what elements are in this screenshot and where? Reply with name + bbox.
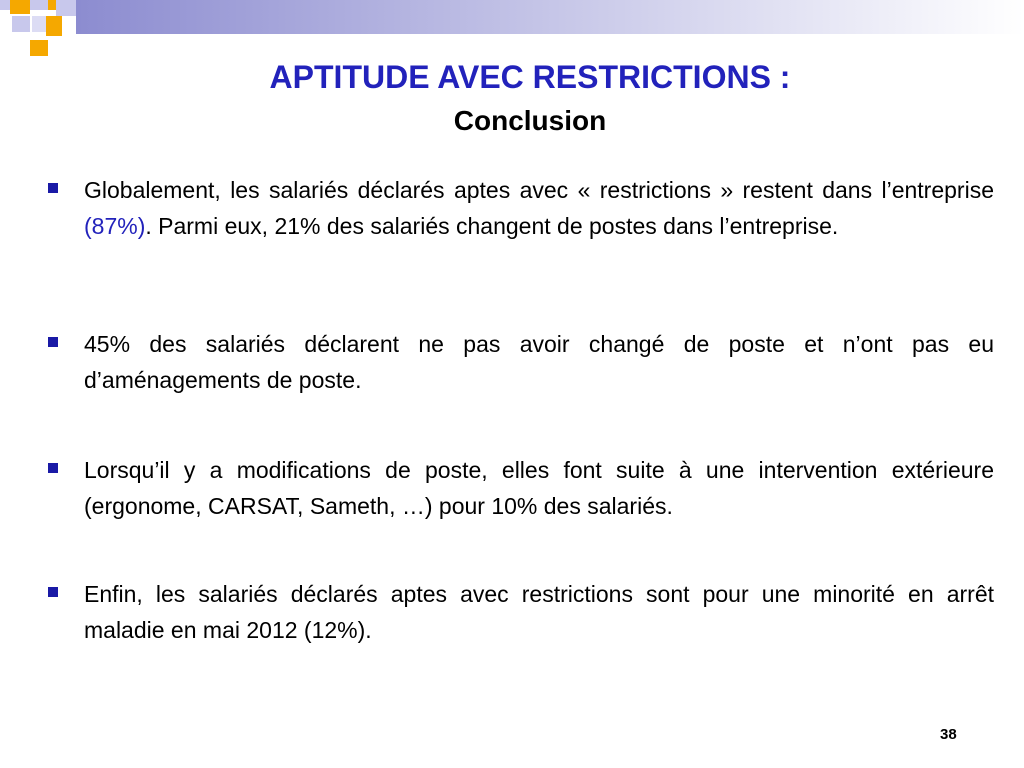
- square-bullet-icon: [48, 587, 58, 597]
- deco-square-blue-1: [0, 0, 10, 10]
- deco-square-orange-4: [30, 40, 48, 56]
- bullet-text: [84, 172, 994, 244]
- deco-square-blue-3: [12, 16, 30, 32]
- square-bullet-icon: [48, 337, 58, 347]
- slide-title: APTITUDE AVEC RESTRICTIONS :: [269, 59, 791, 95]
- slide-subtitle: Conclusion: [453, 105, 607, 136]
- corner-decoration: [0, 0, 1024, 60]
- square-bullet-icon: [48, 463, 58, 473]
- deco-square-blue-2: [30, 0, 48, 10]
- bullet-text: Enfin, les salariés déclarés aptes avec restrictions sont pour une minorité en arrêt maladie en mai 2012 (12%).: [84, 581, 994, 643]
- deco-square-orange-1: [10, 0, 30, 14]
- bullet-text: 45% des salariés déclarent ne pas avoir changé de poste et n’ont pas eu d’aménagements de poste.: [84, 331, 994, 393]
- highlighted-percentage: (87%): [84, 213, 146, 239]
- bullet-text-part: . Parmi eux, 21% des salariés changent de postes dans l’entreprise.: [145, 213, 839, 239]
- header-gradient-band: [76, 0, 1024, 34]
- page-number: 38: [940, 726, 957, 743]
- deco-square-orange-3: [46, 16, 62, 36]
- bullet-text-part: Globalement, les salariés déclarés aptes avec « restrictions » restent dans l’entreprise: [84, 177, 994, 203]
- deco-square-lightblue-1: [56, 0, 76, 16]
- bullet-text: Lorsqu’il y a modifications de poste, elles font suite à une intervention extérieure (ergonome, CARSAT, Sameth, …) pour 10% des salariés.: [84, 457, 994, 519]
- square-bullet-icon: [48, 183, 58, 193]
- deco-square-lightblue-2: [32, 16, 48, 32]
